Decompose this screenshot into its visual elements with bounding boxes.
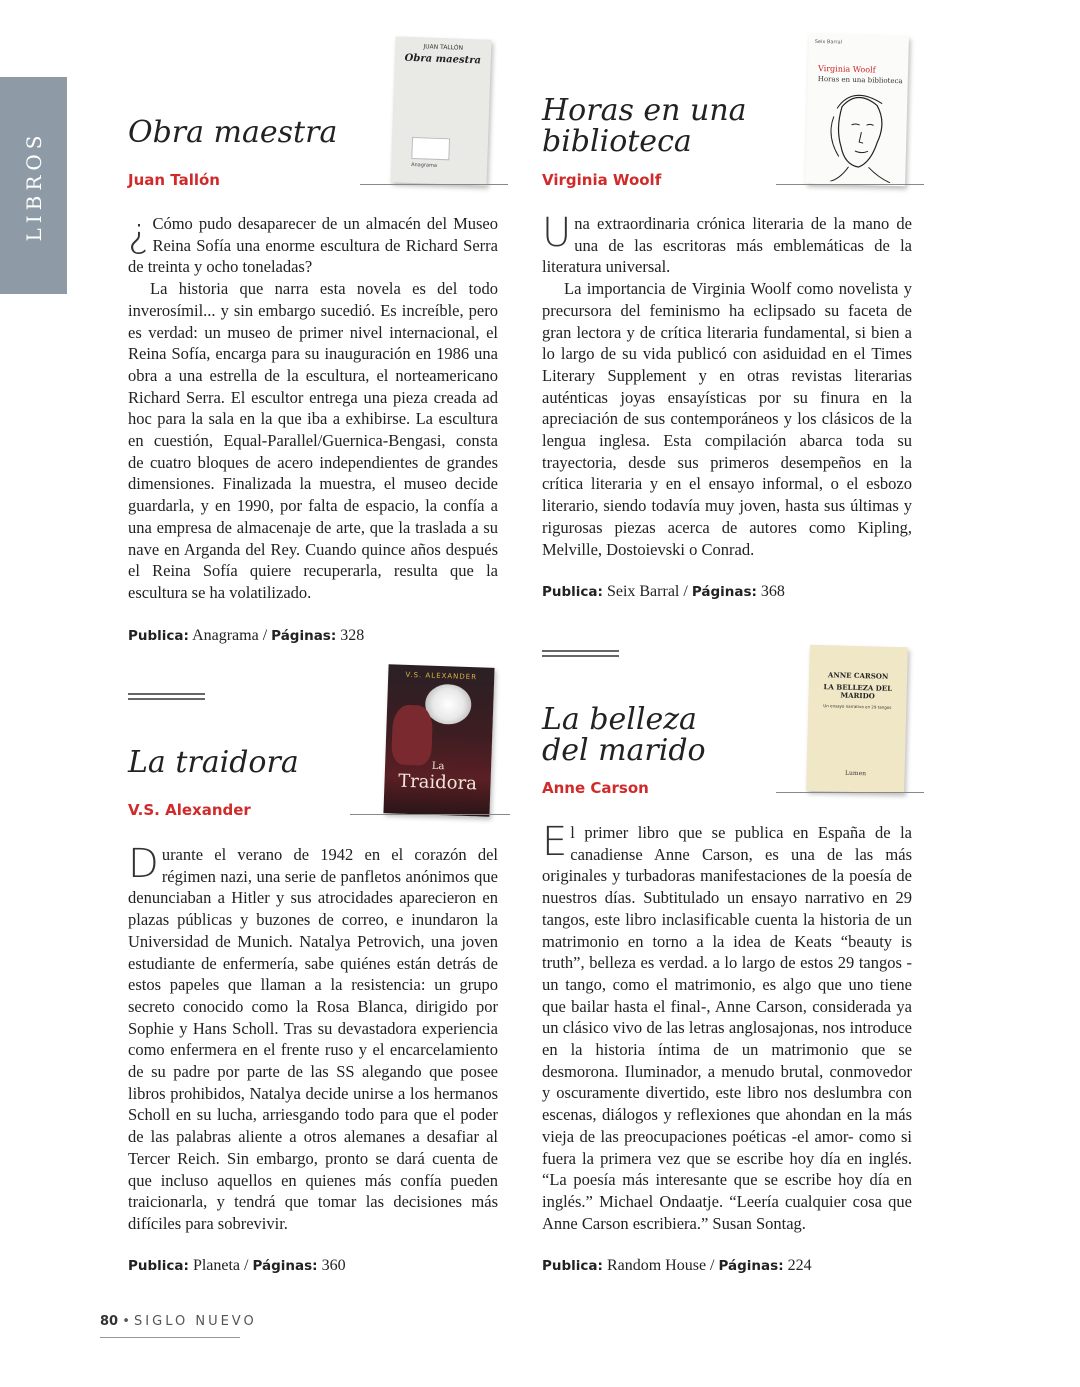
publication-info [542,583,785,601]
pages-label: Páginas: [691,584,757,600]
cover-title: Obra maestra [404,52,482,67]
publisher-label: Publica: [128,1258,189,1274]
review-title: Horas en una biblioteca [542,93,747,159]
review-paragraph: l primer libro que se publica en España de la canadiense Anne Carson, es una de las más originales y turbadoras manifestaciones de la poesía de nuestros días. Subtitulado un ensayo narrativo en 29 tangos, este libro inclasificable cuenta la historia de un matrimonio en torno a la idea de Keats “beauty is truth”, belleza es verdad. a lo largo de estos 29 tangos -un tango, como el matrimonio, es algo que uno tiene que bailar hasta el final-, Anne Carson, considerada ya un clásico vivo de las letras anglosajonas, nos introduce en la historia íntima de un matrimonio que se desmorona. Iluminador, a menudo brutal, conmovedor y oscuramente divertido, este libro nos deslumbra con escenas, diálogos y reflexiones que ahondan en la más vieja de las preocupaciones poéticas -el amor- como si fuera la primera vez que se escribe hoy día en inglés. “La poesía más interesante que se escribe hoy día en inglés.” Michael Ondaatje. “Leería cualquier cosa que Anne Carson escribiera.” Susan Sontag. [542,823,912,1233]
review-author: Virginia Woolf [542,171,662,189]
drop-cap: E [542,819,568,865]
review-paragraph: urante el verano de 1942 en el corazón del régimen nazi, una serie de panfletos anónimos que denunciaban a Hitler y sus atrocidades aparecieron en plazas públicas y buzones de correo, e inundaron la Universidad de Munich. Natalya Petrovich, una joven estudiante de enfermería, sabe quiénes están detrás de estos papeles que llaman a la resistencia: un grupo secreto conocido como la Rosa Blanca, dirigido por Sophie y Hans Scholl. Tras su devastadora experiencia como enfermera en el frente ruso y el encarcelamiento de su padre por parte de las SS alegando que posee libros prohibidos, Natalya decide unirse a los hermanos Scholl en su lucha, arriesgando todo para que el poder de las palabras aliente a otros alemanes a desafiar al Tercer Reich. Sin embargo, pronto se dará cuenta de que incluso aquellos en quienes más confía pueden traicionarla, y tendrá que tomar las decisiones más difíciles para sobrevivir. [128,845,498,1233]
page-footer [100,1314,257,1329]
review-title: La belleza del marido [542,702,706,768]
section-label: LIBROS [21,129,46,242]
cover-subtitle: Un ensayo narrativo en 29 tangos [823,703,892,710]
publisher-name: Seix Barral [606,583,680,600]
title-underline [350,814,510,815]
publisher-label: Publica: [128,628,189,644]
separator: / [683,583,688,600]
pages-label: Páginas: [252,1258,318,1274]
separator: / [710,1257,715,1274]
drop-cap: ¿ [128,210,150,256]
separator: / [244,1257,249,1274]
publisher-name: Anagrama [192,627,259,644]
publication-info [128,1257,346,1275]
page-number: 80 [100,1314,119,1329]
cover-title: LA BELLEZA DEL MARIDO [823,682,893,701]
cover-publisher: Lumen [845,769,867,778]
book-cover-la-belleza-del-marido [806,645,908,794]
cover-author: ANNE CARSON [827,670,889,681]
rose-illustration [425,684,472,726]
cover-title: Horas en una biblioteca [817,74,903,86]
cover-author: Virginia Woolf [817,63,876,75]
review-paragraph: La importancia de Virginia Woolf como novelista y precursora del feminismo ha eclipsado su faceta de gran lectora y de crítica literaria fundamental, si bien a lo largo de su vida publicó con asiduidad en el Times Literary Supplement y en otras revistas literarias auténticas joyas ensayísticas por su finura en la apreciación de sus contemporáneos y los clásicos de la lengua inglesa. Esta compilación abarca toda su trayectoria, desde sus primeros desempeños en la crítica literaria y en el ensayo informal, o el esbozo literario, siendo todavía muy joven, hasta sus últimas y rigurosas piezas acerca de autores como Kipling, Melville, Dostoievski o Conrad. [542,279,912,559]
page-count: 368 [760,583,785,600]
publication-info [128,627,364,645]
section-divider [542,650,619,657]
drop-cap: U [542,210,572,256]
page-count: 328 [340,627,365,644]
publication-info [542,1257,812,1275]
review-body [542,819,912,1234]
separator: / [262,627,268,644]
page-count: 360 [321,1257,346,1274]
review-author: V.S. Alexander [128,801,251,819]
review-body [542,210,912,560]
title-underline [360,184,508,185]
review-body [128,210,498,604]
title-underline [776,792,924,793]
title-underline [776,184,924,185]
section-divider [128,693,205,700]
pages-label: Páginas: [718,1258,784,1274]
review-paragraph: La historia que narra esta novela es del todo inverosímil... y sin embargo sucedió. Es increíble, pero es verdad: un museo de primer nivel internacional, el Reina Sofía, encarga para su inauguración en 1986 una obra a una estrella de la escultura, el norteamericano Richard Serra. El escultor entrega una pieza creada ad hoc para la sala en la que iba a exhibirse. La escultura en cuestión, Equal-Parallel/Guernica-Bengasi, consta de cuatro bloques de acero independientes de grandes dimensiones. Finalizada la muestra, el museo decide guardarla, y en 1990, por falta de espacio, la confía a una empresa de almacenaje de arte, que la traslada a su nave en Arganda del Rey. Cuando quince años después el Reina Sofía quiere recuperarla, resulta que la escultura se ha volatilizado. [128,279,498,602]
portrait-illustration [391,704,433,765]
cover-label [411,137,450,160]
publisher-name: Planeta [192,1257,241,1274]
cover-author: JUAN TALLÓN [423,43,464,52]
book-cover-obra-maestra [390,36,491,185]
book-cover-la-traidora [383,664,494,817]
publisher-name: Random House [606,1257,707,1274]
review-paragraph: Cómo pudo desaparecer de un almacén del Museo Reina Sofía una enorme escultura de Richard Serra de treinta y ocho toneladas? [128,214,498,277]
cover-title-small: La [431,760,445,773]
review-title: Obra maestra [128,115,338,150]
cover-publisher: Seix Barral [814,38,843,46]
magazine-name: SIGLO NUEVO [134,1314,257,1329]
portrait-illustration [810,86,902,183]
cover-author: V.S. ALEXANDER [405,670,478,682]
review-body [128,841,498,1235]
page-count: 224 [787,1257,812,1274]
pages-label: Páginas: [271,628,337,644]
book-cover-horas-en-una-biblioteca [805,34,909,187]
cover-publisher: Anagrama [410,161,438,169]
drop-cap: D [128,841,159,887]
section-tab [0,77,67,294]
cover-title: Traidora [397,770,478,795]
footer-separator: • [122,1314,130,1329]
publisher-label: Publica: [542,1258,603,1274]
publisher-label: Publica: [542,584,603,600]
review-author: Juan Tallón [128,171,220,189]
footer-rule [100,1337,240,1338]
review-paragraph: na extraordinaria crónica literaria de la mano de una de las escritoras más emblemáticas de la literatura universal. [542,214,912,277]
review-title: La traidora [128,745,299,780]
review-author: Anne Carson [542,779,649,797]
